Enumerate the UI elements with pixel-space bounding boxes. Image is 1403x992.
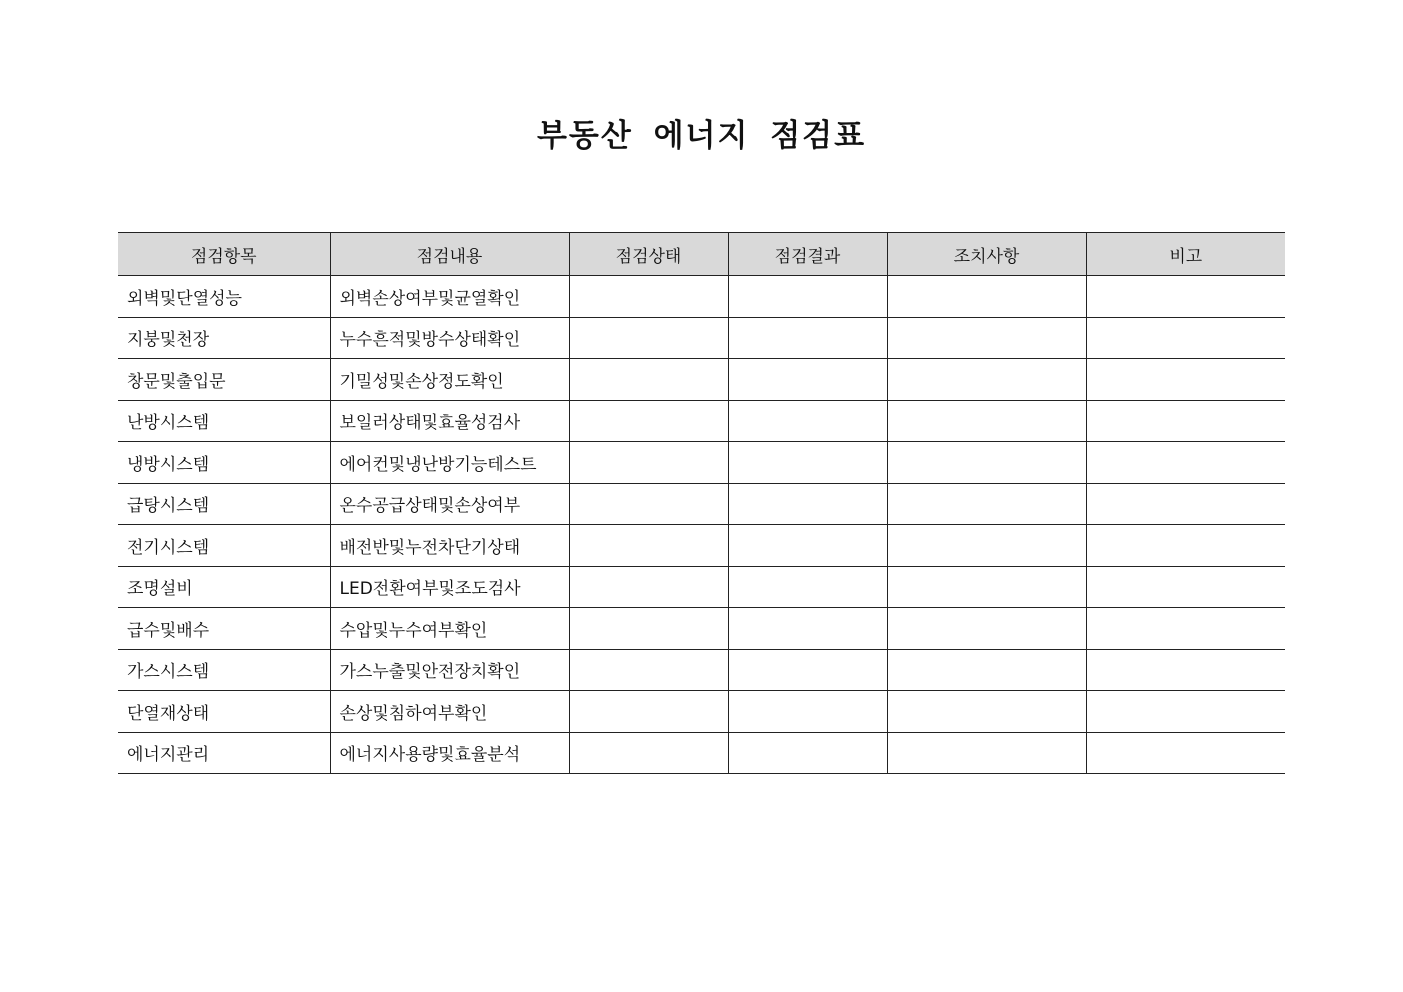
header-result: 점검결과 <box>728 233 887 276</box>
cell-action[interactable] <box>887 525 1086 567</box>
cell-note[interactable] <box>1086 732 1285 774</box>
table-row <box>118 649 1285 691</box>
cell-result[interactable] <box>728 442 887 484</box>
cell-content: 에어컨및냉난방기능테스트 <box>330 442 569 484</box>
cell-status[interactable] <box>569 649 728 691</box>
cell-content: LED전환여부및조도검사 <box>330 566 569 608</box>
inspection-table <box>118 232 1285 774</box>
cell-status[interactable] <box>569 525 728 567</box>
header-status: 점검상태 <box>569 233 728 276</box>
cell-result[interactable] <box>728 649 887 691</box>
table-row <box>118 317 1285 359</box>
header-item: 점검항목 <box>118 233 330 276</box>
cell-note[interactable] <box>1086 566 1285 608</box>
cell-result[interactable] <box>728 276 887 318</box>
cell-status[interactable] <box>569 691 728 733</box>
cell-action[interactable] <box>887 400 1086 442</box>
cell-action[interactable] <box>887 566 1086 608</box>
cell-result[interactable] <box>728 317 887 359</box>
cell-result[interactable] <box>728 359 887 401</box>
table-row <box>118 525 1285 567</box>
cell-content: 누수흔적및방수상태확인 <box>330 317 569 359</box>
cell-action[interactable] <box>887 359 1086 401</box>
cell-item: 단열재상태 <box>118 691 330 733</box>
table-row <box>118 691 1285 733</box>
document-title: 부동산 에너지 점검표 <box>536 118 867 154</box>
cell-action[interactable] <box>887 483 1086 525</box>
cell-content: 배전반및누전차단기상태 <box>330 525 569 567</box>
cell-result[interactable] <box>728 525 887 567</box>
cell-item: 외벽및단열성능 <box>118 276 330 318</box>
cell-item: 냉방시스템 <box>118 442 330 484</box>
cell-status[interactable] <box>569 566 728 608</box>
cell-action[interactable] <box>887 442 1086 484</box>
cell-note[interactable] <box>1086 400 1285 442</box>
cell-content: 수압및누수여부확인 <box>330 608 569 650</box>
cell-note[interactable] <box>1086 525 1285 567</box>
cell-action[interactable] <box>887 732 1086 774</box>
cell-note[interactable] <box>1086 649 1285 691</box>
cell-action[interactable] <box>887 608 1086 650</box>
cell-content: 에너지사용량및효율분석 <box>330 732 569 774</box>
cell-content: 보일러상태및효율성검사 <box>330 400 569 442</box>
cell-note[interactable] <box>1086 608 1285 650</box>
cell-note[interactable] <box>1086 691 1285 733</box>
cell-status[interactable] <box>569 732 728 774</box>
cell-status[interactable] <box>569 400 728 442</box>
cell-result[interactable] <box>728 691 887 733</box>
cell-action[interactable] <box>887 276 1086 318</box>
cell-note[interactable] <box>1086 483 1285 525</box>
cell-action[interactable] <box>887 649 1086 691</box>
cell-status[interactable] <box>569 276 728 318</box>
cell-status[interactable] <box>569 359 728 401</box>
cell-note[interactable] <box>1086 359 1285 401</box>
cell-result[interactable] <box>728 566 887 608</box>
table-row <box>118 566 1285 608</box>
cell-item: 가스시스템 <box>118 649 330 691</box>
cell-content: 손상및침하여부확인 <box>330 691 569 733</box>
cell-item: 급수및배수 <box>118 608 330 650</box>
cell-item: 난방시스템 <box>118 400 330 442</box>
cell-note[interactable] <box>1086 442 1285 484</box>
header-action: 조치사항 <box>887 233 1086 276</box>
table-row <box>118 359 1285 401</box>
cell-result[interactable] <box>728 400 887 442</box>
cell-content: 외벽손상여부및균열확인 <box>330 276 569 318</box>
cell-status[interactable] <box>569 442 728 484</box>
cell-item: 급탕시스템 <box>118 483 330 525</box>
cell-note[interactable] <box>1086 276 1285 318</box>
table-row <box>118 276 1285 318</box>
cell-content: 온수공급상태및손상여부 <box>330 483 569 525</box>
cell-result[interactable] <box>728 608 887 650</box>
table-row <box>118 442 1285 484</box>
cell-status[interactable] <box>569 483 728 525</box>
cell-item: 에너지관리 <box>118 732 330 774</box>
cell-result[interactable] <box>728 483 887 525</box>
cell-action[interactable] <box>887 317 1086 359</box>
table-row <box>118 483 1285 525</box>
cell-note[interactable] <box>1086 317 1285 359</box>
cell-result[interactable] <box>728 732 887 774</box>
header-note: 비고 <box>1086 233 1285 276</box>
cell-content: 기밀성및손상정도확인 <box>330 359 569 401</box>
cell-action[interactable] <box>887 691 1086 733</box>
cell-item: 조명설비 <box>118 566 330 608</box>
table-body <box>118 276 1285 774</box>
table-row <box>118 400 1285 442</box>
cell-content: 가스누출및안전장치확인 <box>330 649 569 691</box>
header-content: 점검내용 <box>330 233 569 276</box>
cell-status[interactable] <box>569 317 728 359</box>
cell-status[interactable] <box>569 608 728 650</box>
cell-item: 창문및출입문 <box>118 359 330 401</box>
table-row <box>118 608 1285 650</box>
cell-item: 지붕및천장 <box>118 317 330 359</box>
table-row <box>118 732 1285 774</box>
table-header-row <box>118 233 1285 276</box>
cell-item: 전기시스템 <box>118 525 330 567</box>
